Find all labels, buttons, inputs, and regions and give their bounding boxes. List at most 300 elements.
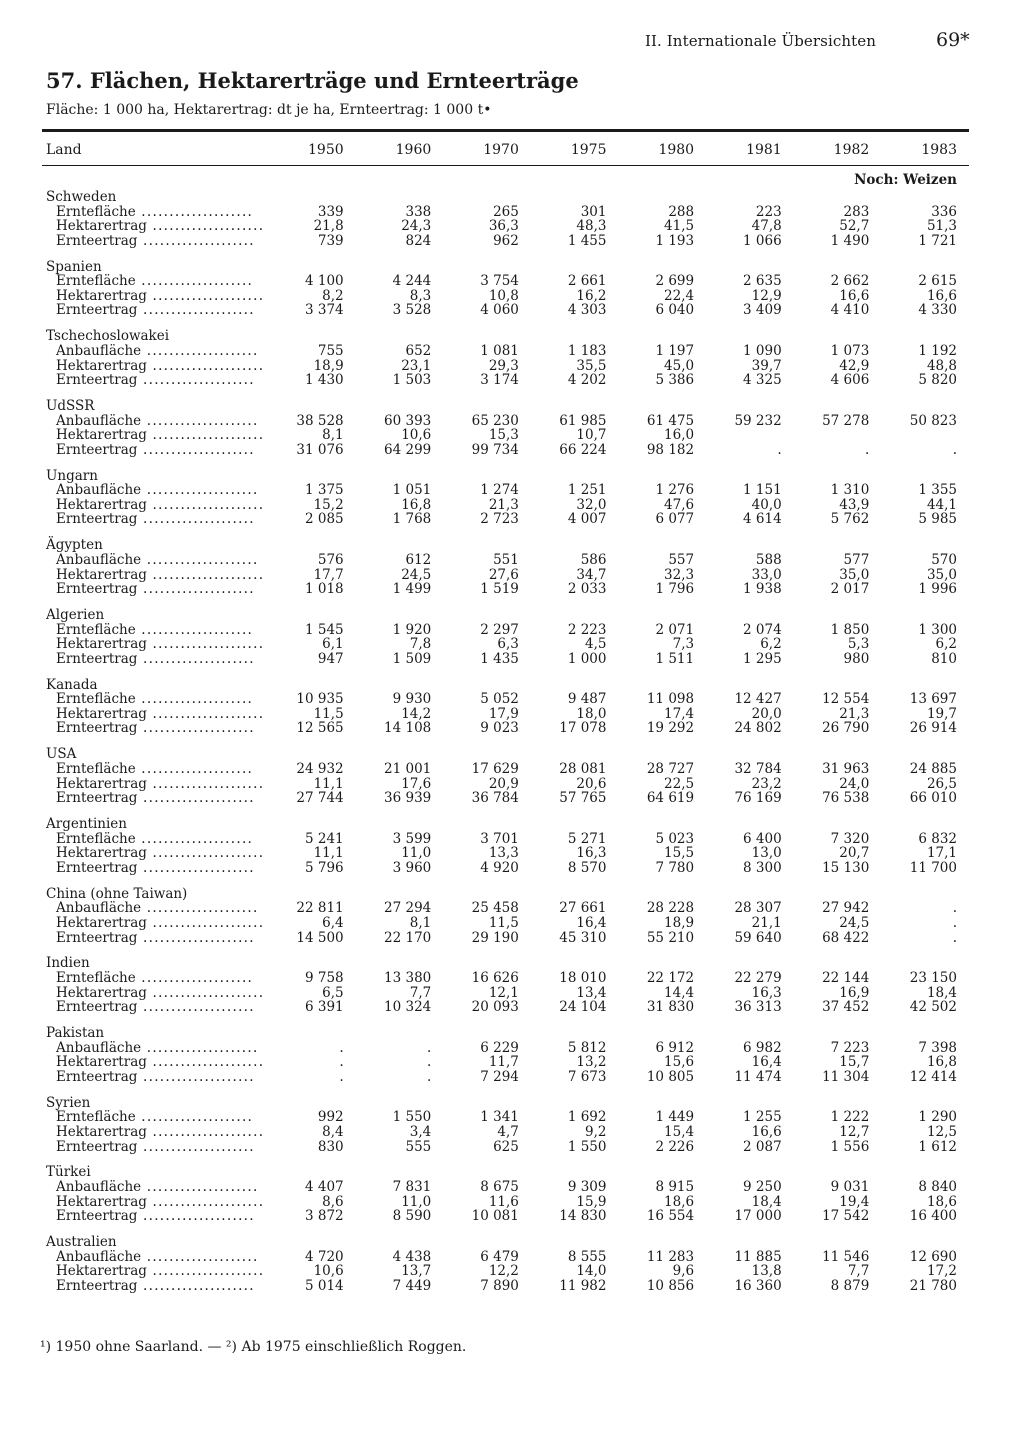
value-cell: 3 174 bbox=[480, 372, 519, 389]
value-cell: 21,3 bbox=[839, 705, 870, 722]
group-spacer bbox=[42, 597, 969, 608]
top-rule bbox=[42, 129, 969, 132]
value-cell: 6 229 bbox=[480, 1039, 519, 1056]
value-cell: 336 bbox=[931, 203, 957, 220]
value-cell: 14 108 bbox=[384, 720, 432, 737]
row-label-text: Ernteertrag bbox=[56, 512, 138, 528]
value-cell: 265 bbox=[493, 203, 519, 220]
group-spacer bbox=[42, 248, 969, 259]
row-label-text: Anbaufläche bbox=[56, 413, 142, 429]
leader-dots: .................... bbox=[146, 637, 265, 652]
value-cell: 12,5 bbox=[926, 1123, 957, 1140]
value-cell: 57 278 bbox=[822, 412, 870, 429]
table-row bbox=[42, 1110, 969, 1125]
leader-dots: .................... bbox=[137, 721, 255, 737]
value-cell: 3,4 bbox=[409, 1123, 432, 1140]
value-cell: 27 294 bbox=[384, 900, 432, 917]
table-row bbox=[42, 832, 969, 847]
value-cell: 22 279 bbox=[734, 969, 782, 986]
row-label bbox=[42, 568, 268, 583]
table-row bbox=[42, 1180, 969, 1195]
value-cell: 1 300 bbox=[918, 621, 957, 638]
row-label bbox=[42, 1209, 268, 1224]
value-cell: 11,0 bbox=[401, 1193, 432, 1210]
value-cell: 18,4 bbox=[751, 1193, 782, 1210]
value-cell: 10 935 bbox=[296, 691, 344, 708]
table-row bbox=[42, 205, 969, 220]
row-label-text: Erntefläche bbox=[56, 761, 136, 777]
value-cell: 6 912 bbox=[655, 1039, 695, 1056]
value-cell: 14 500 bbox=[296, 929, 344, 946]
row-label bbox=[42, 916, 268, 931]
value-cell: 8 590 bbox=[392, 1208, 432, 1225]
value-cell: 22 170 bbox=[384, 929, 432, 946]
value-cell: 50 823 bbox=[909, 412, 957, 429]
group-spacer bbox=[42, 1015, 969, 1026]
spacer-cell bbox=[42, 597, 969, 608]
leader-dots: .................... bbox=[137, 512, 255, 528]
value-cell: 1 255 bbox=[743, 1109, 782, 1126]
row-label bbox=[42, 428, 268, 443]
table-row bbox=[42, 692, 969, 707]
crop-heading-row bbox=[42, 164, 969, 190]
table-row bbox=[42, 637, 969, 652]
row-label bbox=[42, 931, 268, 946]
table-row bbox=[42, 303, 969, 318]
value-cell: 28 081 bbox=[559, 760, 607, 777]
value-cell: 16,2 bbox=[576, 287, 607, 304]
value-cell: 60 393 bbox=[384, 412, 432, 429]
value-cell: 15,6 bbox=[664, 1054, 695, 1071]
country-row bbox=[42, 190, 969, 205]
group-spacer bbox=[42, 1084, 969, 1095]
value-cell: 19 292 bbox=[646, 720, 695, 737]
header-row bbox=[42, 136, 969, 164]
value-cell: 12 414 bbox=[909, 1068, 957, 1085]
value-cell: 40,0 bbox=[751, 496, 782, 513]
value-cell: 26 790 bbox=[822, 720, 870, 737]
value-cell: 947 bbox=[317, 650, 344, 667]
value-cell: 20,6 bbox=[576, 775, 607, 792]
value-cell: 18 010 bbox=[559, 969, 607, 986]
row-label bbox=[42, 1180, 268, 1195]
row-label-text: Hektarertrag bbox=[56, 915, 147, 931]
leader-dots: .................... bbox=[137, 1139, 255, 1155]
value-cell: 13,7 bbox=[401, 1263, 432, 1280]
value-cell: 17,4 bbox=[664, 705, 695, 722]
value-cell: 2 699 bbox=[655, 273, 695, 290]
leader-dots: .................... bbox=[146, 706, 265, 722]
statistics-table bbox=[42, 136, 969, 1293]
value-cell: 570 bbox=[931, 551, 957, 568]
value-cell: 12,1 bbox=[488, 984, 519, 1001]
country-name: Syrien bbox=[46, 1094, 91, 1111]
value-cell: . bbox=[777, 441, 782, 458]
value-cell: 1 511 bbox=[655, 650, 695, 667]
row-label-text: Hektarertrag bbox=[56, 219, 147, 234]
country-name: Kanada bbox=[46, 676, 98, 693]
table-title: 57. Flächen, Hektarerträge und Ernteerträge bbox=[46, 68, 579, 93]
group-spacer bbox=[42, 527, 969, 538]
value-cell bbox=[706, 428, 794, 443]
value-cell: 98 182 bbox=[646, 441, 695, 458]
value-cell: 980 bbox=[843, 650, 870, 667]
country-row bbox=[42, 1165, 969, 1180]
value-cell: 22,5 bbox=[664, 775, 695, 792]
row-label-text: Hektarertrag bbox=[56, 358, 147, 374]
value-cell: 12 554 bbox=[822, 691, 870, 708]
row-label bbox=[42, 1055, 268, 1070]
row-label bbox=[42, 791, 268, 806]
leader-dots: .................... bbox=[137, 373, 255, 388]
row-label bbox=[42, 234, 268, 249]
row-label-text: Erntefläche bbox=[56, 204, 136, 220]
row-label-text: Ernteertrag bbox=[56, 930, 138, 946]
leader-dots: .................... bbox=[137, 791, 255, 806]
value-cell: 992 bbox=[317, 1109, 344, 1126]
value-cell: 4 438 bbox=[392, 1248, 432, 1265]
value-cell: 9 023 bbox=[480, 720, 519, 737]
value-cell: 59 232 bbox=[734, 412, 782, 429]
value-cell: 1 490 bbox=[830, 232, 870, 249]
leader-dots: .................... bbox=[137, 582, 255, 597]
value-cell: 962 bbox=[493, 232, 519, 249]
value-cell: 64 619 bbox=[646, 790, 695, 807]
value-cell: 23,2 bbox=[751, 775, 782, 792]
value-cell: 10 856 bbox=[646, 1277, 695, 1294]
value-cell: 588 bbox=[755, 551, 782, 568]
value-cell: 652 bbox=[405, 342, 432, 359]
value-cell: 11 283 bbox=[646, 1248, 695, 1265]
country-row bbox=[42, 608, 969, 623]
leader-dots: .................... bbox=[135, 622, 254, 638]
value-cell: 18,4 bbox=[926, 984, 957, 1001]
row-label bbox=[42, 1140, 268, 1155]
value-cell: 2 071 bbox=[655, 621, 695, 638]
table-row bbox=[42, 582, 969, 597]
value-cell: 12,7 bbox=[839, 1123, 870, 1140]
leader-dots: .................... bbox=[146, 428, 265, 443]
row-label-text: Ernteertrag bbox=[56, 582, 138, 597]
value-cell: 23,1 bbox=[401, 357, 432, 374]
leader-dots: .................... bbox=[146, 567, 265, 583]
row-label bbox=[42, 205, 268, 220]
table-row bbox=[42, 1140, 969, 1155]
value-cell: 39,7 bbox=[751, 357, 782, 374]
value-cell: 31 830 bbox=[646, 999, 695, 1016]
leader-dots: .................... bbox=[141, 343, 259, 359]
table-row bbox=[42, 846, 969, 861]
value-cell: 6,5 bbox=[322, 984, 344, 1001]
row-label bbox=[42, 901, 268, 916]
value-cell: 7 890 bbox=[480, 1277, 519, 1294]
value-cell: 11,1 bbox=[313, 775, 344, 792]
value-cell: 76 538 bbox=[822, 790, 870, 807]
table-row bbox=[42, 1055, 969, 1070]
value-cell: 739 bbox=[317, 232, 344, 249]
value-cell: 557 bbox=[668, 551, 695, 568]
value-cell: 18,6 bbox=[926, 1193, 957, 1210]
value-cell: 48,3 bbox=[576, 218, 607, 235]
country-name: UdSSR bbox=[46, 398, 95, 415]
row-label-text: Erntefläche bbox=[56, 622, 136, 638]
value-cell: 21,8 bbox=[313, 218, 344, 235]
value-cell: 47,6 bbox=[664, 496, 695, 513]
country-row bbox=[42, 1096, 969, 1111]
value-cell: 19,7 bbox=[926, 705, 957, 722]
row-label bbox=[42, 344, 268, 359]
value-cell: 16,6 bbox=[926, 287, 957, 304]
row-label-text: Hektarertrag bbox=[56, 497, 147, 513]
row-label-text: Ernteertrag bbox=[56, 791, 138, 806]
value-cell: 17,7 bbox=[313, 566, 344, 583]
value-cell: 7,7 bbox=[847, 1263, 870, 1280]
row-label bbox=[42, 692, 268, 707]
column-header-year: 1983 bbox=[921, 141, 957, 158]
value-cell: 5 023 bbox=[655, 830, 695, 847]
value-cell: 16,8 bbox=[401, 496, 432, 513]
value-cell: 6 982 bbox=[743, 1039, 782, 1056]
row-label bbox=[42, 1070, 268, 1085]
value-cell: 59 640 bbox=[734, 929, 782, 946]
value-cell: 1 018 bbox=[305, 581, 344, 598]
leader-dots: .................... bbox=[146, 846, 265, 861]
value-cell: 1 435 bbox=[480, 650, 519, 667]
leader-dots: .................... bbox=[141, 1180, 259, 1195]
value-cell: 23 150 bbox=[909, 969, 957, 986]
value-cell: 17,2 bbox=[926, 1263, 957, 1280]
value-cell: 5 812 bbox=[567, 1039, 607, 1056]
value-cell: 1 550 bbox=[392, 1109, 432, 1126]
value-cell: 2 033 bbox=[567, 581, 607, 598]
value-cell: 6 479 bbox=[480, 1248, 519, 1265]
table-row bbox=[42, 1279, 969, 1294]
spacer-cell bbox=[42, 945, 969, 956]
row-label-text: Hektarertrag bbox=[56, 1194, 147, 1210]
row-label-text: Hektarertrag bbox=[56, 288, 147, 304]
leader-dots: .................... bbox=[137, 651, 255, 667]
row-label bbox=[42, 777, 268, 792]
row-label-text: Hektarertrag bbox=[56, 985, 147, 1001]
value-cell: 2 615 bbox=[918, 273, 957, 290]
value-cell: 555 bbox=[405, 1138, 432, 1155]
value-cell: 625 bbox=[493, 1138, 519, 1155]
value-cell: 28 727 bbox=[646, 760, 695, 777]
value-cell: 2 661 bbox=[567, 273, 607, 290]
value-cell: 339 bbox=[317, 203, 344, 220]
value-cell: 6,2 bbox=[760, 636, 782, 653]
row-label-text: Hektarertrag bbox=[56, 1264, 147, 1279]
country-name: Ungarn bbox=[46, 467, 98, 484]
leader-dots: .................... bbox=[141, 1040, 259, 1056]
value-cell: 24 104 bbox=[559, 999, 607, 1016]
row-label bbox=[42, 623, 268, 638]
row-label bbox=[42, 512, 268, 527]
value-cell: 4,5 bbox=[585, 636, 607, 653]
row-label-text: Erntefläche bbox=[56, 274, 136, 289]
value-cell: 1 850 bbox=[830, 621, 870, 638]
leader-dots: .................... bbox=[137, 233, 255, 249]
value-cell: 16,8 bbox=[926, 1054, 957, 1071]
page-number: 69* bbox=[936, 29, 970, 51]
group-spacer bbox=[42, 457, 969, 468]
value-cell: 7 294 bbox=[480, 1068, 519, 1085]
row-label bbox=[42, 582, 268, 597]
value-cell: 3 754 bbox=[480, 273, 519, 290]
value-cell: 7,8 bbox=[409, 636, 432, 653]
row-label bbox=[42, 414, 268, 429]
value-cell: 3 872 bbox=[305, 1208, 344, 1225]
row-label-text: Ernteertrag bbox=[56, 1278, 138, 1294]
value-cell: 7,3 bbox=[672, 636, 695, 653]
value-cell: 10,6 bbox=[401, 427, 432, 444]
row-label-text: Ernteertrag bbox=[56, 442, 138, 458]
value-cell: 38 528 bbox=[296, 412, 344, 429]
value-cell: 17 542 bbox=[822, 1208, 870, 1225]
table-row bbox=[42, 344, 969, 359]
spacer-cell bbox=[42, 457, 969, 468]
value-cell: 1 509 bbox=[392, 650, 432, 667]
value-cell: 24,0 bbox=[839, 775, 870, 792]
row-label-text: Ernteertrag bbox=[56, 303, 138, 319]
column-header-year: 1950 bbox=[308, 141, 344, 158]
value-cell: 1 612 bbox=[918, 1138, 957, 1155]
value-cell: . bbox=[865, 441, 870, 458]
value-cell: 10 324 bbox=[384, 999, 432, 1016]
country-name: China (ohne Taiwan) bbox=[46, 885, 188, 902]
table-row bbox=[42, 1000, 969, 1015]
value-cell: 6,3 bbox=[497, 636, 519, 653]
leader-dots: .................... bbox=[137, 1209, 255, 1224]
column-header-year: 1970 bbox=[483, 141, 519, 158]
value-cell: 11 474 bbox=[734, 1068, 782, 1085]
value-cell: 36 939 bbox=[384, 790, 432, 807]
group-spacer bbox=[42, 945, 969, 956]
value-cell: 13 380 bbox=[384, 969, 432, 986]
value-cell: 755 bbox=[317, 342, 344, 359]
leader-dots: .................... bbox=[135, 1110, 254, 1125]
country-row bbox=[42, 956, 969, 971]
leader-dots: .................... bbox=[146, 1124, 265, 1140]
row-label bbox=[42, 721, 268, 736]
value-cell: 1 375 bbox=[305, 482, 344, 499]
row-label bbox=[42, 1041, 268, 1056]
row-label bbox=[42, 553, 268, 568]
value-cell: 99 734 bbox=[471, 441, 519, 458]
table-row bbox=[42, 428, 969, 443]
value-cell: 288 bbox=[668, 203, 695, 220]
leader-dots: .................... bbox=[146, 1055, 265, 1070]
row-label-text: Hektarertrag bbox=[56, 776, 147, 792]
column-header-year: 1975 bbox=[570, 141, 607, 158]
value-cell: 6,4 bbox=[322, 914, 344, 931]
country-name: Indien bbox=[46, 955, 90, 972]
value-cell: 5 271 bbox=[567, 830, 607, 847]
value-cell: 576 bbox=[317, 551, 344, 568]
value-cell: 1 310 bbox=[830, 482, 870, 499]
table-row bbox=[42, 1125, 969, 1140]
country-row bbox=[42, 538, 969, 553]
table-row bbox=[42, 414, 969, 429]
value-cell: 11 982 bbox=[559, 1277, 607, 1294]
value-cell: 21,3 bbox=[488, 496, 519, 513]
value-cell: 31 076 bbox=[296, 441, 344, 458]
value-cell: 20,9 bbox=[488, 775, 519, 792]
value-cell: 18,0 bbox=[576, 705, 607, 722]
table-row bbox=[42, 443, 969, 458]
row-label bbox=[42, 303, 268, 318]
value-cell: 2 085 bbox=[305, 511, 344, 528]
value-cell: 1 341 bbox=[480, 1109, 519, 1126]
running-title: II. Internationale Übersichten bbox=[645, 32, 876, 50]
value-cell: 20 093 bbox=[471, 999, 519, 1016]
value-cell: 17,1 bbox=[926, 845, 957, 862]
value-cell: 4 920 bbox=[480, 859, 519, 876]
table-row bbox=[42, 901, 969, 916]
value-cell: 16 554 bbox=[646, 1208, 695, 1225]
value-cell: 64 299 bbox=[384, 441, 432, 458]
value-cell: 5 985 bbox=[918, 511, 957, 528]
value-cell: 2 087 bbox=[743, 1138, 782, 1155]
table-row bbox=[42, 483, 969, 498]
value-cell: 4 202 bbox=[567, 372, 607, 389]
value-cell: 16,3 bbox=[576, 845, 607, 862]
value-cell: 10,7 bbox=[576, 427, 607, 444]
table-row bbox=[42, 553, 969, 568]
value-cell: 1 251 bbox=[567, 482, 607, 499]
leader-dots: .................... bbox=[137, 860, 255, 876]
value-cell: 5 052 bbox=[480, 691, 519, 708]
value-cell: 1 519 bbox=[480, 581, 519, 598]
row-label bbox=[42, 707, 268, 722]
table-row bbox=[42, 861, 969, 876]
value-cell: 47,8 bbox=[751, 218, 782, 235]
value-cell: 1 545 bbox=[305, 621, 344, 638]
value-cell: 32,0 bbox=[576, 496, 607, 513]
row-label-text: Anbaufläche bbox=[56, 1249, 142, 1265]
leader-dots: .................... bbox=[135, 970, 254, 986]
value-cell: 51,3 bbox=[926, 218, 957, 235]
value-cell: 8 840 bbox=[918, 1179, 957, 1195]
value-cell: . bbox=[339, 1068, 344, 1085]
group-spacer bbox=[42, 388, 969, 399]
row-label-text: Ernteertrag bbox=[56, 1069, 138, 1085]
value-cell: 1 000 bbox=[567, 650, 607, 667]
value-cell: 9 309 bbox=[567, 1179, 607, 1195]
value-cell: 2 635 bbox=[743, 273, 782, 290]
value-cell: 1 192 bbox=[918, 342, 957, 359]
value-cell: 19,4 bbox=[839, 1193, 870, 1210]
value-cell: 11 700 bbox=[909, 859, 957, 876]
value-cell: 13,0 bbox=[751, 845, 782, 862]
value-cell: 301 bbox=[580, 203, 607, 220]
table-units: Fläche: 1 000 ha, Hektarertrag: dt je ha, Ernteertrag: 1 000 t• bbox=[46, 102, 492, 118]
value-cell: 8 675 bbox=[480, 1179, 519, 1195]
leader-dots: .................... bbox=[141, 1249, 259, 1265]
value-cell: 612 bbox=[405, 551, 432, 568]
leader-dots: .................... bbox=[137, 1000, 255, 1015]
group-spacer bbox=[42, 736, 969, 747]
value-cell: 2 723 bbox=[480, 511, 519, 528]
value-cell: 3 701 bbox=[480, 830, 519, 847]
country-name: USA bbox=[46, 746, 77, 763]
value-cell: 17 078 bbox=[559, 720, 607, 737]
value-cell: 25 458 bbox=[471, 900, 519, 917]
table-row bbox=[42, 1250, 969, 1265]
column-header-year: 1981 bbox=[746, 141, 782, 158]
value-cell: 16,4 bbox=[576, 914, 607, 931]
table-row bbox=[42, 721, 969, 736]
